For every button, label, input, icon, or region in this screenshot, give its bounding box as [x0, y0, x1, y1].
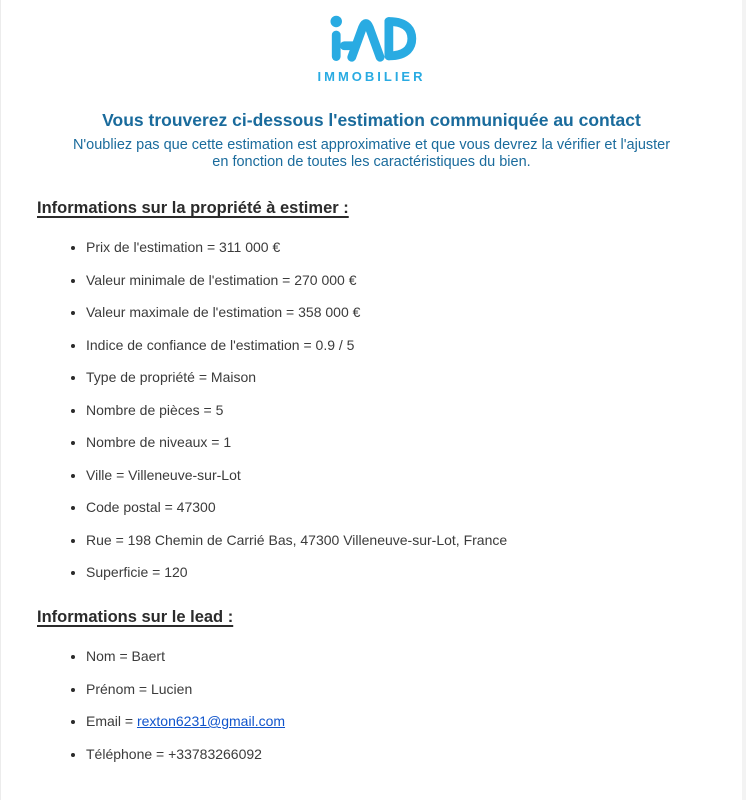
intro-subtitle-line2: en fonction de toutes les caractéristiques du bien.: [212, 154, 531, 170]
property-list: [37, 238, 722, 582]
property-item-rooms: • Nombre de pièces = 5: [86, 401, 722, 420]
lead-email-label: Email =: [86, 713, 137, 729]
iad-logo-icon: [1, 12, 742, 66]
property-item-confidence: • Indice de confiance de l'estimation = 0.9 / 5: [86, 336, 722, 355]
intro-subtitle: [1, 137, 742, 171]
iad-logo: [1, 0, 742, 84]
lead-list: [37, 647, 722, 764]
lead-item-nom: • Nom = Baert: [86, 647, 722, 666]
property-item-street: • Rue = 198 Chemin de Carrié Bas, 47300 Villeneuve-sur-Lot, France: [86, 531, 722, 550]
lead-email-link[interactable]: rexton6231@gmail.com: [136, 713, 286, 729]
property-item-levels: • Nombre de niveaux = 1: [86, 433, 722, 452]
property-section: [1, 199, 742, 582]
property-item-city: • Ville = Villeneuve-sur-Lot: [86, 466, 722, 485]
property-item-price: • Prix de l'estimation = 311 000 €: [86, 238, 722, 257]
property-item-max-value: • Valeur maximale de l'estimation = 358 000 €: [86, 303, 722, 322]
intro-block: [1, 110, 742, 171]
lead-section: [1, 608, 742, 764]
intro-subtitle-line1: N'oubliez pas que cette estimation est approximative et que vous devrez la vérifier et l'ajuster: [72, 137, 671, 153]
lead-item-prenom: • Prénom = Lucien: [86, 680, 722, 699]
lead-item-telephone: • Téléphone = +33783266092: [86, 745, 722, 764]
intro-title: Vous trouverez ci-dessous l'estimation communiquée au contact: [102, 110, 641, 130]
property-section-heading: Informations sur la propriété à estimer :: [37, 199, 349, 217]
iad-logo-wordmark: IMMOBILIER: [317, 69, 426, 84]
property-item-postal-code: • Code postal = 47300: [86, 498, 722, 517]
lead-item-email: [86, 712, 722, 731]
property-item-min-value: • Valeur minimale de l'estimation = 270 000 €: [86, 271, 722, 290]
property-item-surface: • Superficie = 120: [86, 563, 722, 582]
property-item-type: • Type de propriété = Maison: [86, 368, 722, 387]
lead-section-heading: Informations sur le lead :: [37, 608, 234, 626]
